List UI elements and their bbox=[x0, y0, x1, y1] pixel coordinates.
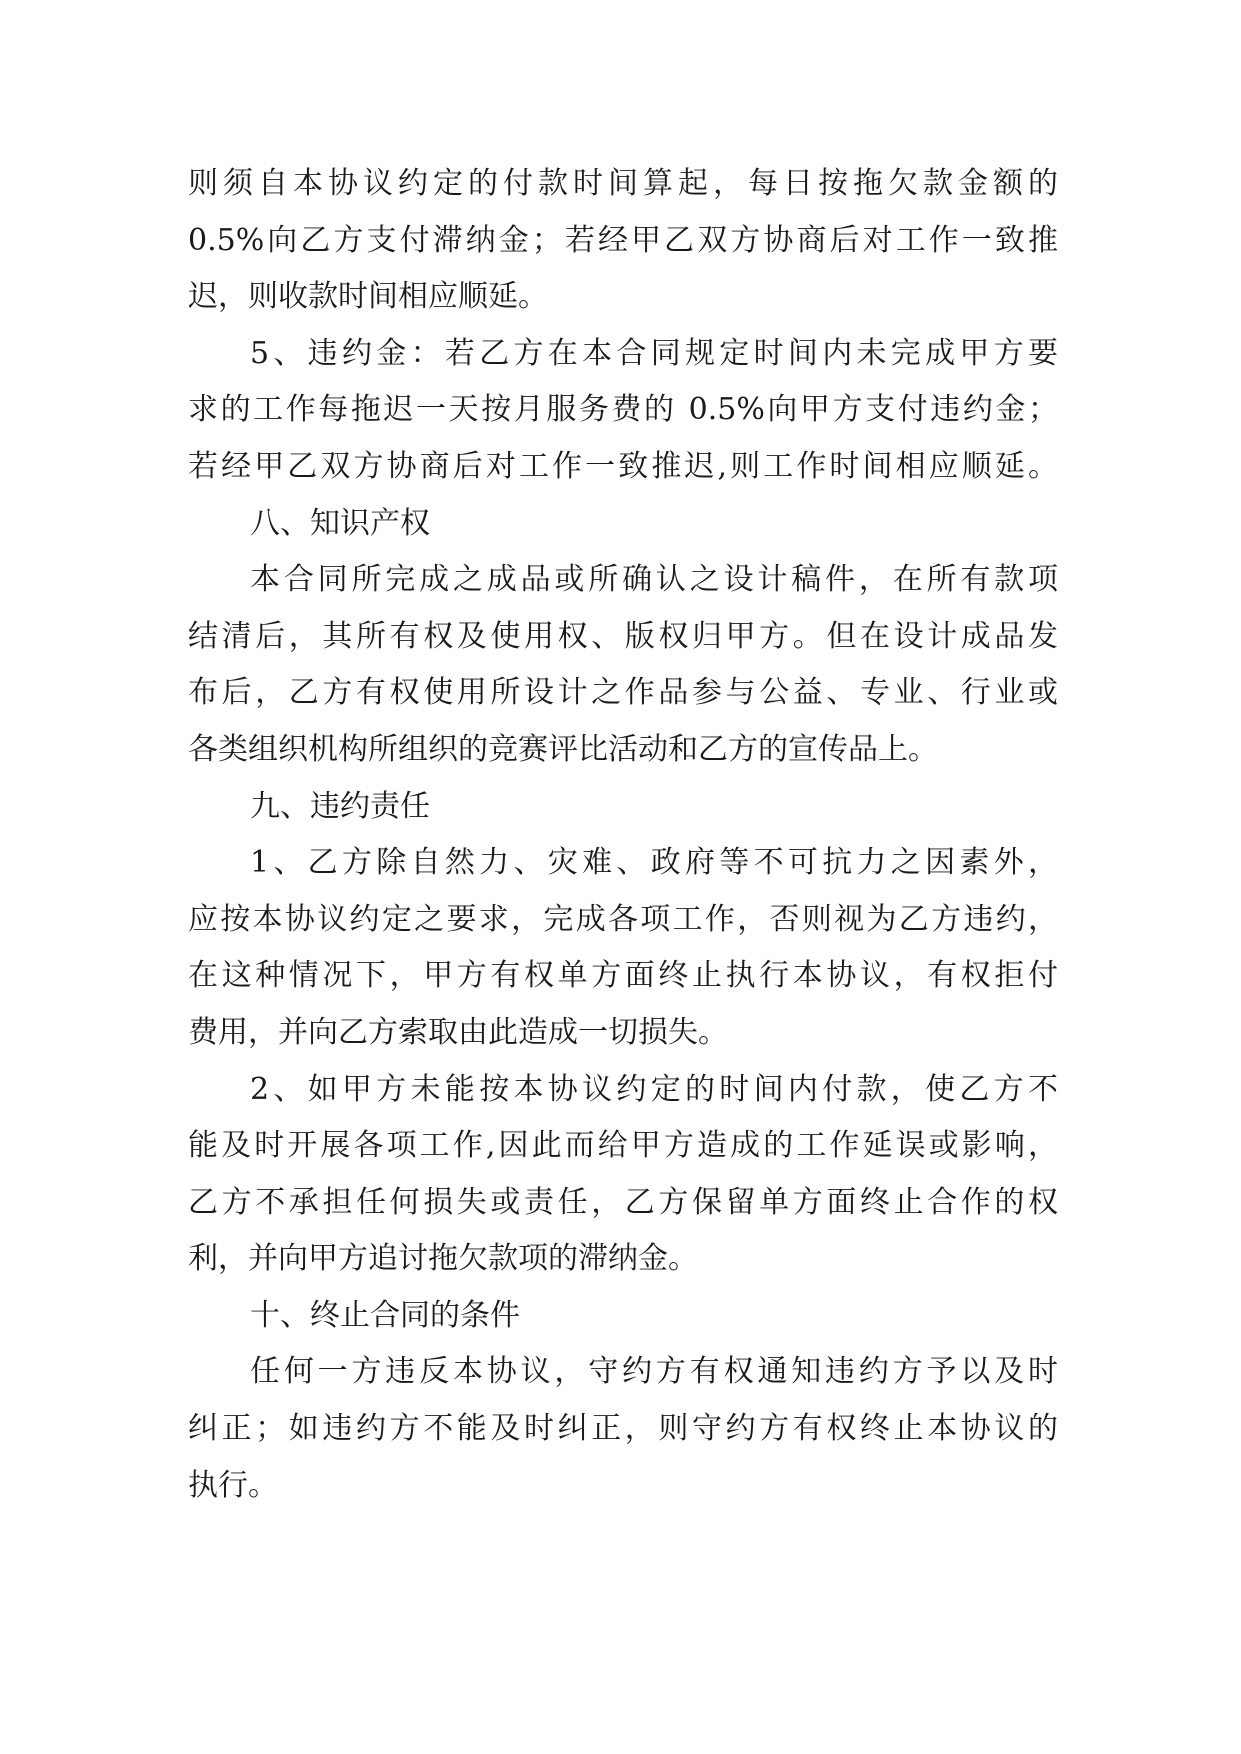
paragraph-line: 在这种情况下，甲方有权单方面终止执行本协议，有权拒付 bbox=[188, 958, 1058, 994]
paragraph-line: 2、如甲方未能按本协议约定的时间内付款，使乙方不 bbox=[250, 1071, 1058, 1107]
paragraph-line: 各类组织机构所组织的竞赛评比活动和乙方的宣传品上。 bbox=[188, 731, 938, 767]
paragraph-line: 若经甲乙双方协商后对工作一致推迟,则工作时间相应顺延。 bbox=[188, 448, 1058, 484]
paragraph-line: 执行。 bbox=[188, 1467, 278, 1503]
paragraph-line: 能及时开展各项工作,因此而给甲方造成的工作延误或影响， bbox=[188, 1128, 1058, 1164]
paragraph-line: 乙方不承担任何损失或责任，乙方保留单方面终止合作的权 bbox=[188, 1184, 1058, 1220]
paragraph-line: 布后，乙方有权使用所设计之作品参与公益、专业、行业或 bbox=[188, 675, 1058, 711]
section-heading-liability: 九、违约责任 bbox=[250, 788, 430, 824]
document-body bbox=[188, 156, 1058, 1514]
paragraph-line: 求的工作每拖迟一天按月服务费的 0.5%向甲方支付违约金； bbox=[188, 392, 1058, 428]
paragraph-line: 迟，则收款时间相应顺延。 bbox=[188, 279, 548, 315]
paragraph-line: 任何一方违反本协议，守约方有权通知违约方予以及时 bbox=[250, 1354, 1058, 1390]
paragraph-line: 结清后，其所有权及使用权、版权归甲方。但在设计成品发 bbox=[188, 618, 1058, 654]
paragraph-line: 纠正；如违约方不能及时纠正，则守约方有权终止本协议的 bbox=[188, 1411, 1058, 1447]
paragraph-line: 应按本协议约定之要求，完成各项工作，否则视为乙方违约， bbox=[188, 901, 1058, 937]
paragraph-line: 费用，并向乙方索取由此造成一切损失。 bbox=[188, 1014, 728, 1050]
paragraph-line: 0.5%向乙方支付滞纳金；若经甲乙双方协商后对工作一致推 bbox=[188, 222, 1058, 258]
section-heading-termination: 十、终止合同的条件 bbox=[250, 1297, 520, 1333]
paragraph-line: 1、乙方除自然力、灾难、政府等不可抗力之因素外， bbox=[250, 845, 1058, 881]
paragraph-line: 利，并向甲方追讨拖欠款项的滞纳金。 bbox=[188, 1241, 698, 1277]
paragraph-line: 则须自本协议约定的付款时间算起，每日按拖欠款金额的 bbox=[188, 166, 1058, 201]
paragraph-line: 5、违约金：若乙方在本合同规定时间内未完成甲方要 bbox=[250, 335, 1058, 371]
section-heading-ip: 八、知识产权 bbox=[250, 505, 430, 541]
paragraph-line: 本合同所完成之成品或所确认之设计稿件，在所有款项 bbox=[250, 562, 1058, 598]
